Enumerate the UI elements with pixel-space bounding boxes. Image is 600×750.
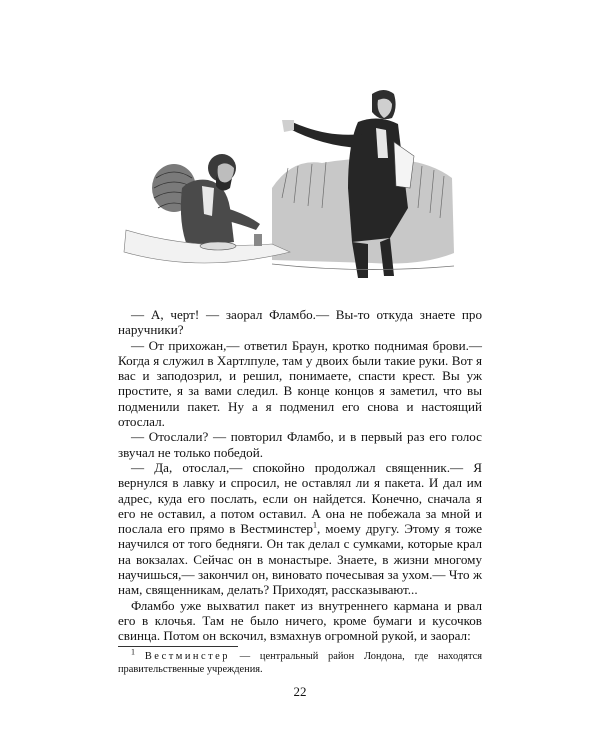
paragraph-4-part-1: — Да, отослал,— спокойно продолжал священник.— Я вернулся в лавку и спросил, не оставлял ли я пакета. И дал им адрес, куда его послать, если он найдется. Конечно, сначала я его не оставил, а потом оставил. А она не побежала за мной и послала его прямо в Вестминстер	[118, 459, 482, 537]
footnote-divider	[118, 646, 238, 647]
paragraph-4-part-2: моему другу. Этому я тоже научился от того бедняги. Он так делал с сумками, которые крал на вокзалах. Сейчас он в монастыре. Знаете, в жизни многому научишься,— закончил он, виновато почесывая за ухом.— Что ж нам, священникам, делать? Приходят, рассказывают...	[118, 521, 483, 598]
paragraph-4: — Да, отослал,— спокойно продолжал священник.— Я вернулся в лавку и спросил, не оставлял ли я пакета. И дал им адрес, куда его послать, если он найдется. Конечно, сначала я его не оставил, а потом оставил. А она не побежала за мной и послала его прямо в Вестминстер$^1$, моему другу. Этому я тоже научился от того бедняги. Он так делал с сумками, которые крал на вокзалах. Сейчас он в монастыре. Знаете, в жизни многому научишься,— закончил он, виновато почесывая за ухом.— Что ж нам, священникам, делать? Приходят, рассказывают...	[118, 459, 483, 598]
footnote-text: — центральный район Лондона, где находятся правительственные учреждения.	[118, 651, 482, 675]
paragraph-1: — А, черт! — заорал Фламбо.— Вы-то откуда знаете про наручники?	[118, 307, 482, 338]
footnote	[118, 647, 482, 676]
paragraph-3: — Отослали? — повторил Фламбо, и в первый раз его голос звучал не только победой.	[118, 429, 482, 460]
page-number: 22	[293, 684, 307, 699]
engraving-image	[122, 38, 458, 280]
main-text	[118, 307, 482, 644]
footnote-reference[interactable]: 1	[312, 520, 317, 530]
paragraph-5: Фламбо уже выхватил пакет из внутреннего кармана и рвал его в клочья. Там не было ничего, кроме бумаги и кусочков свинца. Потом он вскочил, взмахнув огромной рукой, и заорал:	[118, 597, 482, 644]
paragraph-2: — От прихожан,— ответил Браун, кротко поднимая брови.— Когда я служил в Хартлпуле, там у двоих были такие руки. Вот я вас и заподозрил, и решил, понимаете, спасти крест. Вы уж простите, я за вами следил. В конце концов я заметил, что вы подменили пакет. Ну а я подменил его снова и настоящий отослал.	[118, 337, 482, 430]
footnote-term: Вестминстер	[144, 651, 230, 662]
illustration	[122, 38, 458, 280]
footnote-marker: 1	[131, 647, 135, 657]
